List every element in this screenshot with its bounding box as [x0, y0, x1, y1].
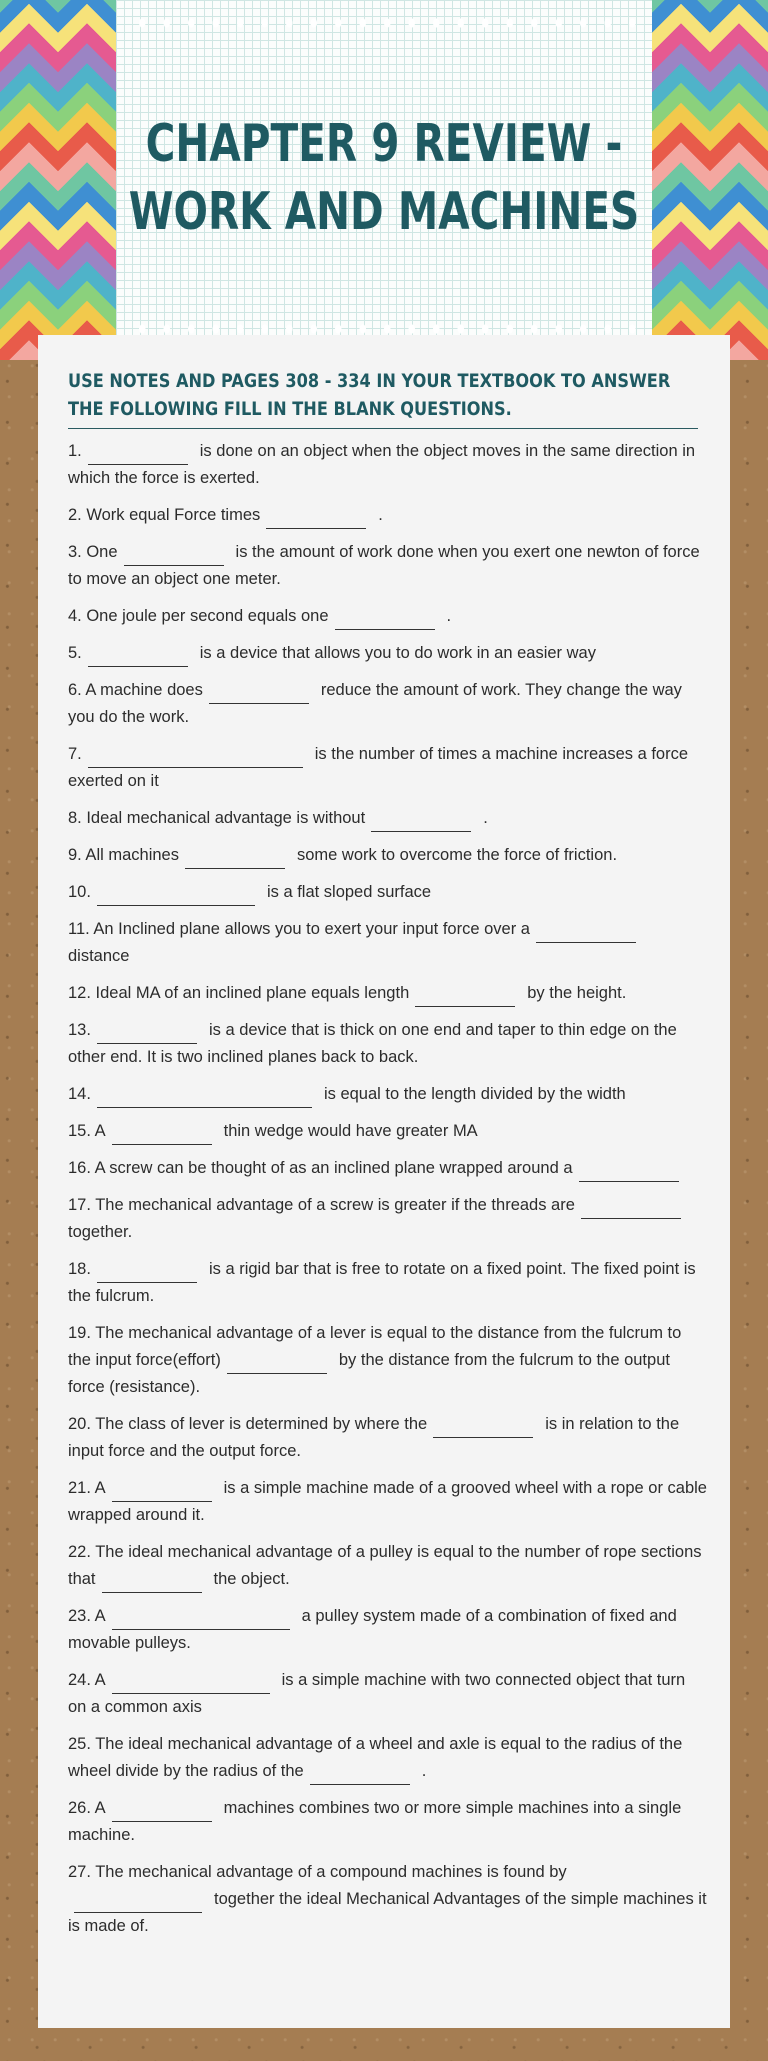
question-text: 3. One — [68, 543, 118, 561]
worksheet-card — [38, 335, 730, 2028]
answer-blank[interactable] — [310, 1762, 410, 1785]
question-text: 19. The mechanical advantage of a lever is equal to the distance from the fulcrum to the input force(effort) — [68, 1324, 682, 1369]
question-item — [68, 502, 708, 529]
question-text: together. — [68, 1223, 133, 1241]
question-text: reduce the amount of work. They change the way you do the work. — [68, 681, 682, 726]
question-item — [68, 1320, 708, 1401]
question-item — [68, 1081, 708, 1108]
question-text: is the amount of work done when you exert one newton of force to move an object one meter. — [68, 543, 700, 588]
question-text: 18. — [68, 1260, 91, 1278]
answer-blank[interactable] — [433, 1415, 533, 1438]
answer-blank[interactable] — [88, 442, 188, 465]
divider — [68, 428, 698, 429]
question-item — [68, 1017, 708, 1071]
answer-blank[interactable] — [112, 1671, 270, 1694]
question-text: 10. — [68, 883, 91, 901]
answer-blank[interactable] — [74, 1890, 202, 1913]
answer-blank[interactable] — [88, 745, 303, 768]
question-text: is a rigid bar that is free to rotate on a fixed point. The fixed point is the fulcrum. — [68, 1260, 696, 1305]
answer-blank[interactable] — [536, 920, 636, 943]
answer-blank[interactable] — [371, 809, 471, 832]
question-text: is a simple machine with two connected object that turn on a common axis — [68, 1671, 686, 1716]
question-text: machines combines two or more simple machines into a single machine. — [68, 1799, 682, 1844]
question-item — [68, 539, 708, 593]
question-text: by the distance from the fulcrum to the output force (resistance). — [68, 1351, 670, 1396]
question-text: 27. The mechanical advantage of a compound machines is found by — [68, 1863, 567, 1881]
question-text: is a device that allows you to do work in an easier way — [199, 644, 596, 662]
question-text: 17. The mechanical advantage of a screw is greater if the threads are — [68, 1196, 575, 1214]
question-item — [68, 603, 708, 630]
question-text: 11. An Inclined plane allows you to exert your input force over a — [68, 920, 530, 938]
question-item — [68, 879, 708, 906]
notebook-holes-bottom — [130, 322, 640, 336]
question-text: 23. A — [68, 1607, 106, 1625]
instructions: USE NOTES AND PAGES 308 - 334 IN YOUR TEXTBOOK TO ANSWER THE FOLLOWING FILL IN THE BLANK QUESTIONS. — [68, 370, 671, 420]
question-item — [68, 741, 708, 795]
answer-blank[interactable] — [266, 506, 366, 529]
question-item — [68, 805, 708, 832]
answer-blank[interactable] — [579, 1159, 679, 1182]
question-text: 8. Ideal mechanical advantage is without — [68, 809, 366, 827]
question-text: is a device that is thick on one end and taper to thin edge on the other end. It is two inclined planes back to back. — [68, 1021, 677, 1066]
answer-blank[interactable] — [124, 543, 224, 566]
question-text: . — [483, 809, 488, 827]
question-text: 4. One joule per second equals one — [68, 607, 329, 625]
answer-blank[interactable] — [112, 1607, 290, 1630]
question-text: 7. — [68, 745, 82, 763]
header-banner — [0, 0, 768, 360]
answer-blank[interactable] — [88, 644, 188, 667]
question-text: 24. A — [68, 1671, 106, 1689]
question-text: 20. The class of lever is determined by where the — [68, 1415, 428, 1433]
question-text: 26. A — [68, 1799, 106, 1817]
question-text: is in relation to the input force and the output force. — [68, 1415, 680, 1460]
question-item — [68, 677, 708, 731]
question-text: 1. — [68, 442, 82, 460]
question-item — [68, 1155, 708, 1182]
question-item — [68, 842, 708, 869]
question-text: 5. — [68, 644, 82, 662]
question-item — [68, 1731, 708, 1785]
question-text: is the number of times a machine increases a force exerted on it — [68, 745, 689, 790]
answer-blank[interactable] — [415, 984, 515, 1007]
answer-blank[interactable] — [112, 1799, 212, 1822]
title-line-1: CHAPTER 9 REVIEW - — [145, 114, 623, 174]
answer-blank[interactable] — [112, 1479, 212, 1502]
question-item — [68, 438, 708, 492]
question-text: 6. A machine does — [68, 681, 203, 699]
question-item — [68, 1118, 708, 1145]
answer-blank[interactable] — [185, 846, 285, 869]
question-text: by the height. — [527, 984, 627, 1002]
question-text: 25. The ideal mechanical advantage of a wheel and axle is equal to the radius of the wheel divide by the radius of the — [68, 1735, 683, 1780]
question-text: . — [446, 607, 452, 625]
question-text: is done on an object when the object moves in the same direction in which the force is exerted. — [68, 442, 696, 487]
question-item — [68, 1256, 708, 1310]
question-text: is a simple machine made of a grooved wheel with a rope or cable wrapped around it. — [68, 1479, 707, 1524]
answer-blank[interactable] — [112, 1122, 212, 1145]
question-item — [68, 916, 708, 970]
question-text: 22. The ideal mechanical advantage of a pulley is equal to the number of rope sections that — [68, 1543, 702, 1588]
answer-blank[interactable] — [209, 681, 309, 704]
question-item — [68, 640, 708, 667]
answer-blank[interactable] — [227, 1351, 327, 1374]
title-line-2: WORK AND MACHINES — [128, 182, 640, 242]
question-text: 9. All machines — [68, 846, 179, 864]
question-text: a pulley system made of a combination of fixed and movable pulleys. — [68, 1607, 677, 1652]
question-text: distance — [68, 947, 130, 965]
question-item — [68, 1667, 708, 1721]
question-text: 14. — [68, 1085, 91, 1103]
question-item — [68, 1859, 708, 1940]
question-text: 12. Ideal MA of an inclined plane equals length — [68, 984, 410, 1002]
answer-blank[interactable] — [581, 1196, 681, 1219]
question-item — [68, 1411, 708, 1465]
question-item — [68, 1475, 708, 1529]
question-text: 15. A — [68, 1122, 106, 1140]
notebook-holes-top — [130, 16, 640, 30]
question-text: the object. — [213, 1570, 290, 1588]
page-title — [0, 110, 768, 246]
question-item — [68, 1539, 708, 1593]
answer-blank[interactable] — [97, 1021, 197, 1044]
question-text: together the ideal Mechanical Advantages of the simple machines it is made of. — [68, 1890, 707, 1935]
answer-blank[interactable] — [102, 1570, 202, 1593]
question-text: is a flat sloped surface — [266, 883, 432, 901]
question-text: is equal to the length divided by the width — [323, 1085, 626, 1103]
question-item — [68, 980, 708, 1007]
question-text: 21. A — [68, 1479, 106, 1497]
answer-blank[interactable] — [97, 1260, 197, 1283]
question-text: some work to overcome the force of friction. — [296, 846, 618, 864]
question-item — [68, 1795, 708, 1849]
question-item — [68, 1603, 708, 1657]
question-text: 16. A screw can be thought of as an inclined plane wrapped around a — [68, 1159, 573, 1177]
answer-blank[interactable] — [335, 607, 435, 630]
answer-blank[interactable] — [97, 1085, 312, 1108]
question-text: thin wedge would have greater MA — [223, 1122, 478, 1140]
question-text: . — [378, 506, 383, 524]
answer-blank[interactable] — [97, 883, 255, 906]
question-text: 13. — [68, 1021, 91, 1039]
question-text: . — [421, 1762, 427, 1780]
question-text: 2. Work equal Force times — [68, 506, 261, 524]
question-item — [68, 1192, 708, 1246]
question-list — [68, 438, 708, 1950]
